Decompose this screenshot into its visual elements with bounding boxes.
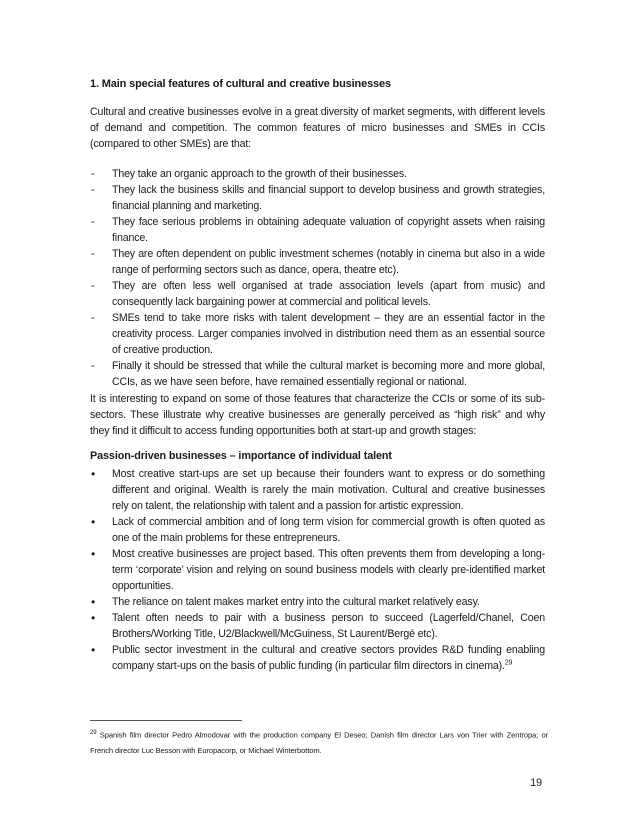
footnote-reference[interactable]: 29 (504, 659, 513, 667)
list-item: - They take an organic approach to the growth of their businesses. (90, 166, 545, 182)
list-item: - They face serious problems in obtaining adequate valuation of copyright assets when raising finance. (90, 214, 545, 246)
list-item: - They are often less well organised at trade association levels (apart from music) and consequently lack bargaining power at commercial and political levels. (90, 278, 545, 310)
footnote-text: Spanish film director Pedro Almodovar with the production company El Deseo; Danish film director Lars von Trier with Zentropa; or French director Luc Besson with Europacorp, or Michael Winterbottom. (90, 730, 548, 755)
list-item: • Lack of commercial ambition and of long term vision for commercial growth is often quoted as one of the main problems for these entrepreneurs. (90, 514, 545, 546)
features-list (90, 166, 545, 390)
subheading: Passion-driven businesses – importance of individual talent (90, 450, 392, 462)
list-item: - Finally it should be stressed that while the cultural market is becoming more and more global, CCIs, as we have seen before, have remained essentially regional or national. (90, 358, 545, 390)
list-item: • Talent often needs to pair with a business person to succeed (Lagerfeld/Chanel, Coen Brothers/Working Title, U2/Blackwell/McGuiness, St Laurent/Bergé etc). (90, 610, 545, 642)
list-item: - They are often dependent on public investment schemes (notably in cinema but also in a wide range of performing sectors such as dance, opera, theatre etc). (90, 246, 545, 278)
list-item: • Most creative start-ups are set up because their founders want to express or do something different and original. Wealth is rarely the main motivation. Cultural and creative businesses rely on talent, the relationship with talent and a passion for artistic expression. (90, 466, 545, 514)
list-item: - SMEs tend to take more risks with talent development – they are an essential factor in the creativity process. Larger companies involved in distribution need them as an essential source of creative production. (90, 310, 545, 358)
footnote-divider (90, 720, 242, 721)
list-item: - They lack the business skills and financial support to develop business and growth strategies, financial planning and marketing. (90, 182, 545, 214)
intro-paragraph: Cultural and creative businesses evolve in a great diversity of market segments, with different levels of demand and competition. The common features of micro businesses and SMEs in CCIs (compared to other SMEs) are that: (90, 106, 545, 150)
section-heading: 1. Main special features of cultural and creative businesses (90, 78, 391, 90)
footnote (90, 726, 548, 758)
page-number: 19 (530, 777, 542, 789)
list-item: • Most creative businesses are project based. This often prevents them from developing a long-term ‘corporate’ vision and relying on sound business models with clearly pre-identified market opportunities. (90, 546, 545, 594)
bullet-list (90, 466, 545, 674)
body-paragraph: It is interesting to expand on some of those features that characterize the CCIs or some of its sub-sectors. These illustrate why creative businesses are generally perceived as “high risk” and why they find it difficult to access funding opportunities both at start-up and growth stages: (90, 393, 545, 437)
footnote-number: 29 (90, 730, 97, 736)
list-item-text: Public sector investment in the cultural and creative sectors provides R&D funding enabling company start-ups on the basis of public funding (in particular film directors in cinema). (112, 644, 545, 672)
list-item (90, 642, 545, 674)
list-item: • The reliance on talent makes market entry into the cultural market relatively easy. (90, 594, 545, 610)
